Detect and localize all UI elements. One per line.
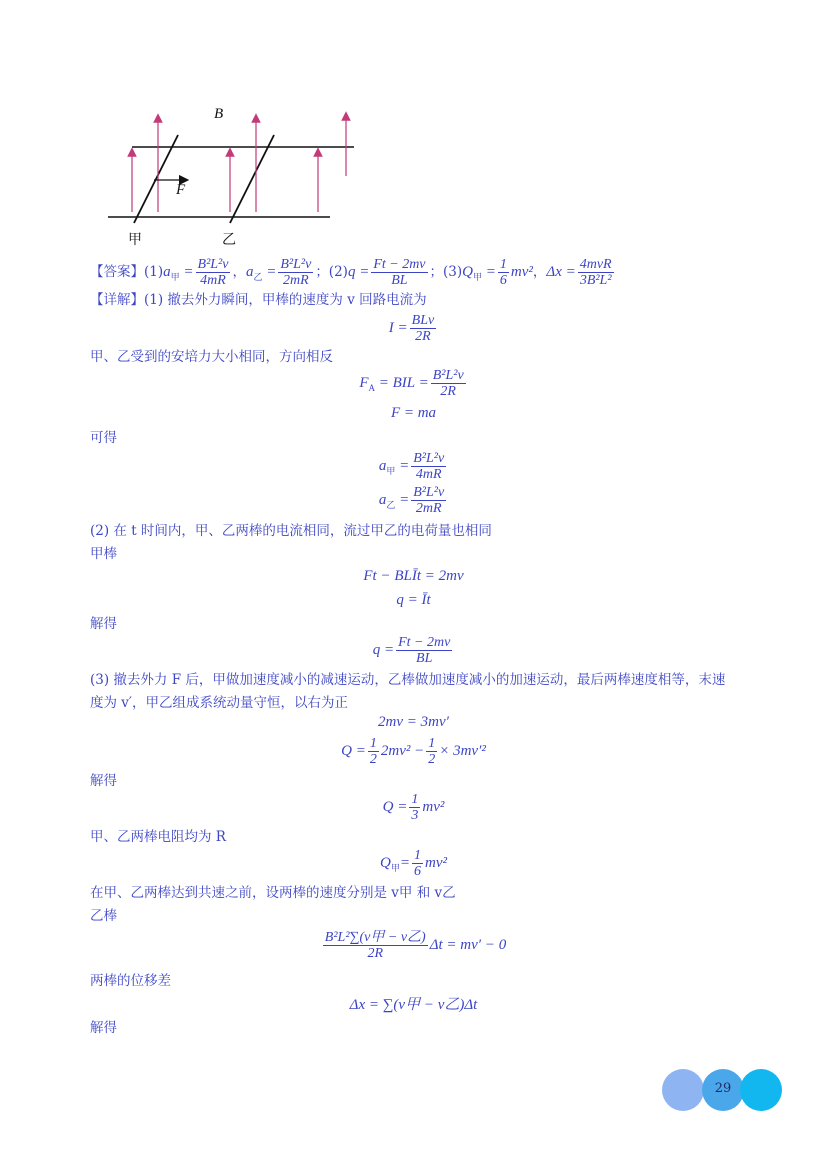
physics-figure bbox=[100, 100, 370, 250]
eq-momentum-conservation: 2mv = 3mv′ bbox=[378, 714, 449, 730]
detail-line-2: 甲、乙受到的安培力大小相同，方向相反 bbox=[90, 349, 333, 365]
page-circle-right bbox=[740, 1069, 782, 1111]
detail-line-13: 两棒的位移差 bbox=[90, 973, 171, 989]
eq-momentum-theorem: Ft − BLĪt = 2mv bbox=[363, 568, 464, 584]
rod-yi bbox=[230, 135, 274, 223]
eq-a-yi: $a_乙$ = $\frac{\text{B²L²v}}{2mR}$ bbox=[378, 485, 445, 516]
eq-impulse: $\frac{\text{B²L²∑(v甲 − v乙)}}{2R}$ Δt = mv′ − 0 bbox=[324, 930, 507, 961]
label-jia: 甲 bbox=[128, 232, 142, 248]
eq-Q-jia: $Q_甲=$ $\frac{1}{6}$ mv² bbox=[380, 848, 447, 879]
eq-energy: Q = $\frac{1}{2}$ 2mv² − $\frac{1}{2}$ × 3mv′² bbox=[341, 736, 486, 767]
answer-tag: 【答案】 bbox=[90, 264, 144, 280]
label-F: F bbox=[176, 182, 186, 198]
page-number: 29 bbox=[714, 1081, 732, 1096]
page-circle-left bbox=[662, 1069, 704, 1111]
fraction: $\frac{1}{6}$ bbox=[499, 257, 507, 288]
detail-line-1: 【详解】(1) 撤去外力瞬间，甲棒的速度为 v 回路电流为 bbox=[90, 292, 427, 308]
detail-line-6: 解得 bbox=[90, 616, 117, 632]
fraction: $\frac{\text{4mvR}}{\text{3B²L²}}$ bbox=[579, 257, 612, 288]
eq-Q-total: Q = $\frac{1}{3}$ mv² bbox=[382, 792, 445, 823]
label-B: B bbox=[214, 106, 224, 122]
detail-line-5: 甲棒 bbox=[90, 546, 117, 562]
detail-line-14: 解得 bbox=[90, 1020, 117, 1036]
watermark: 知乎 @分享之家 bbox=[628, 1129, 775, 1153]
detail-line-8: 度为 v′，甲乙组成系统动量守恒，以右为正 bbox=[90, 695, 348, 711]
eq-q-result: q = $\frac{Ft - 2mv}{BL}$ bbox=[372, 635, 451, 666]
fraction: $\frac{\text{B²L²v}}{4mR}$ bbox=[197, 257, 229, 288]
eq-ampere-force: $F_A$ = BIL = $\frac{\text{B²L²v}}{2R}$ bbox=[359, 368, 464, 399]
eq-current: I = $\frac{\text{BLv}}{2R}$ bbox=[388, 313, 435, 344]
eq-newton: F = ma bbox=[390, 405, 437, 421]
detail-line-9: 解得 bbox=[90, 773, 117, 789]
label-yi: 乙 bbox=[222, 232, 236, 248]
detail-line-3: 可得 bbox=[90, 430, 117, 446]
detail-line-12: 乙棒 bbox=[90, 908, 117, 924]
eq-charge: q = Īt bbox=[396, 592, 431, 608]
fraction: $\frac{Ft - 2mv}{BL}$ bbox=[373, 257, 426, 288]
detail-tag: 【详解】 bbox=[90, 292, 144, 308]
eq-displacement: Δx = ∑(v甲 − v乙)Δt bbox=[349, 997, 478, 1013]
answer-line: 【答案】$(1)a_甲$ = $\frac{\text{B²L²v}}{4mR}$ ，$a_乙$ = $\frac{\text{B²L²v}}{2mR}$ ；(2)q = $\frac{Ft - 2mv}{BL}$ ；$(3)Q_甲$ = $\frac{1}{6}$ mv²，Δx = $\frac{\text{4mvR}}{\text{3B²L²}}$ bbox=[90, 257, 612, 288]
detail-line-7: (3) 撤去外力 F 后，甲做加速度减小的减速运动，乙棒做加速度减小的加速运动，最后两棒速度相等，末速 bbox=[90, 672, 726, 688]
detail-line-11: 在甲、乙两棒达到共速之前，设两棒的速度分别是 v甲 和 v乙 bbox=[90, 885, 456, 901]
detail-line-10: 甲、乙两棒电阻均为 R bbox=[90, 829, 226, 845]
eq-a-jia: $a_甲$ = $\frac{\text{B²L²v}}{4mR}$ bbox=[378, 451, 445, 482]
fraction: $\frac{\text{B²L²v}}{2mR}$ bbox=[280, 257, 312, 288]
detail-line-4: (2) 在 t 时间内，甲、乙两棒的电流相同，流过甲乙的电荷量也相同 bbox=[90, 523, 492, 539]
rod-jia bbox=[134, 135, 178, 223]
